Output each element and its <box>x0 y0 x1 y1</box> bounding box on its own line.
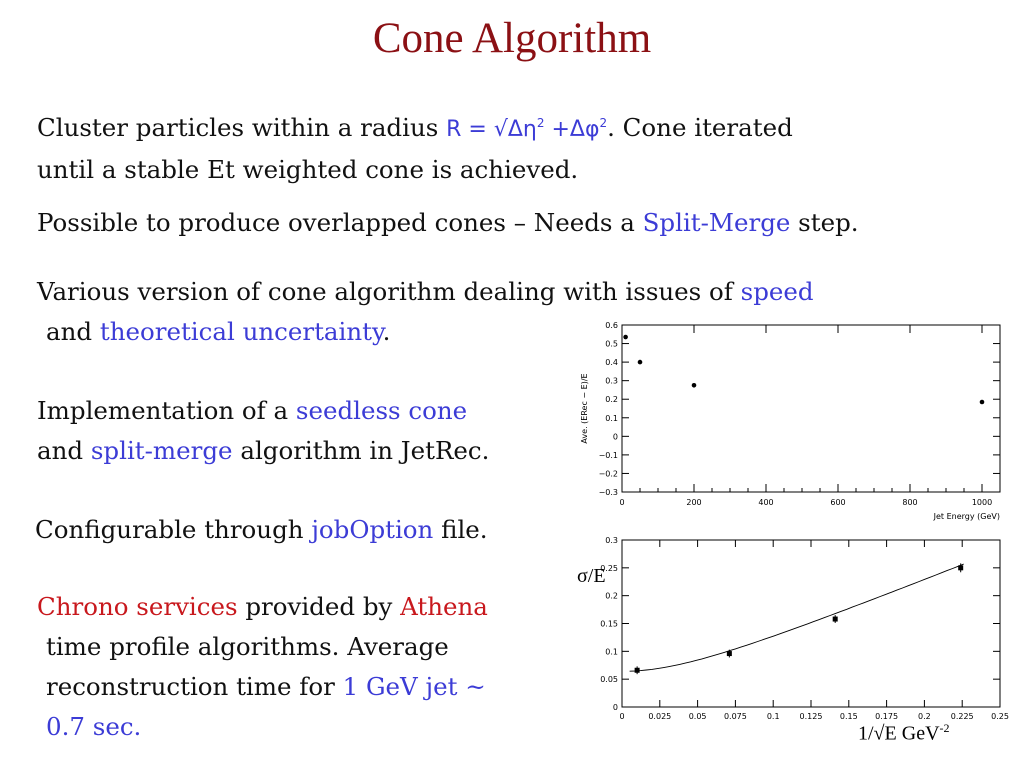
text-span: Implementation of a <box>37 396 296 425</box>
highlight-speed: speed <box>740 277 814 306</box>
y-tick-label: −0.1 <box>598 450 618 460</box>
chart-resolution-svg <box>574 530 1024 730</box>
text-span: provided by <box>237 592 401 621</box>
chart-resolution-xlabel <box>858 721 950 746</box>
data-point <box>635 668 640 673</box>
paragraph-chrono-line3 <box>37 667 488 707</box>
paragraph-overlap-line <box>37 203 859 243</box>
plot-frame <box>622 540 1000 707</box>
x-tick-label: 0 <box>619 712 625 721</box>
formula-rhs-a: √Δη <box>493 117 537 143</box>
x-tick-label: 0.125 <box>799 712 823 721</box>
text-span: Configurable through <box>35 515 312 544</box>
plot-frame <box>622 325 1000 492</box>
chart-energy-bias <box>574 316 1024 532</box>
chart-energy-bias-svg <box>574 316 1024 532</box>
y-tick-label: 0.4 <box>605 358 618 368</box>
x-tick-label: 200 <box>686 498 702 507</box>
paragraph-cluster <box>37 103 793 190</box>
data-point <box>692 383 697 388</box>
text-span: and <box>37 436 91 465</box>
x-tick-label: 600 <box>830 498 846 507</box>
highlight-1gev-jet: 1 GeV jet ~ <box>342 672 486 701</box>
y-tick-label: 0.2 <box>605 591 618 601</box>
chart-resolution-ylabel: σ/E <box>577 565 606 587</box>
fit-curve <box>630 564 964 671</box>
text-span: . Cone iterated <box>607 113 793 143</box>
y-tick-label: 0.1 <box>605 413 618 423</box>
paragraph-implementation-line2 <box>37 431 489 471</box>
text-span: Cluster particles within a radius <box>37 113 447 143</box>
text-span: step. <box>790 208 859 237</box>
paragraph-implementation <box>37 391 489 471</box>
formula-square-1: 2 <box>536 116 545 130</box>
paragraph-versions-line1 <box>37 272 814 312</box>
text-span: algorithm in JetRec. <box>232 436 490 465</box>
x-tick-label: 400 <box>758 498 774 507</box>
y-axis-label: Ave. (ERec − E)/E <box>580 373 589 444</box>
paragraph-chrono-line1 <box>37 587 488 627</box>
x-tick-label: 0.15 <box>839 712 858 721</box>
y-tick-label: −0.2 <box>598 469 618 479</box>
data-point <box>833 617 838 622</box>
x-axis-label: Jet Energy (GeV) <box>933 512 1000 521</box>
text-span: Possible to produce overlapped cones – Needs a <box>37 208 643 237</box>
data-point <box>958 565 963 570</box>
y-tick-label: 0.6 <box>605 321 618 330</box>
paragraph-chrono-line2: time profile algorithms. Average <box>46 632 449 661</box>
formula-square-2: 2 <box>599 116 608 130</box>
y-tick-label: 0.25 <box>600 563 618 573</box>
highlight-joboption: jobOption <box>311 515 434 544</box>
x-tick-label: 0.05 <box>688 712 707 721</box>
formula-lhs: R = <box>446 117 494 143</box>
x-tick-label: 0.025 <box>648 712 672 721</box>
y-tick-label: 0 <box>612 703 618 712</box>
paragraph-chrono-line4 <box>37 707 488 747</box>
text-span: file. <box>433 515 488 544</box>
data-point <box>980 400 985 405</box>
text-span: reconstruction time for <box>46 672 343 701</box>
data-point <box>638 360 643 365</box>
paragraph-configurable-line <box>35 510 488 550</box>
highlight-seedless-cone: seedless cone <box>295 396 468 425</box>
slide-title: Cone Algorithm <box>372 15 652 62</box>
y-tick-label: 0.15 <box>600 619 618 629</box>
y-tick-label: 0.3 <box>605 376 618 386</box>
paragraph-cluster-line1 <box>37 103 793 150</box>
chart-resolution <box>574 530 1024 730</box>
chart-resolution-xlabel-sup: -2 <box>939 721 950 735</box>
y-tick-label: 0 <box>612 432 618 442</box>
highlight-split-merge-2: split-merge <box>90 436 233 465</box>
paragraph-cluster-line2: until a stable Et weighted cone is achieved. <box>37 155 579 185</box>
chart-resolution-xlabel-text: 1/√E GeV <box>858 722 940 745</box>
x-tick-label: 0.2 <box>918 712 931 721</box>
y-tick-label: 0.2 <box>605 395 618 405</box>
text-span: . <box>382 317 391 346</box>
highlight-athena: Athena <box>400 592 488 621</box>
y-tick-label: 0.05 <box>600 675 618 685</box>
y-tick-label: −0.3 <box>598 488 618 497</box>
paragraph-configurable <box>35 510 488 550</box>
x-tick-label: 0.225 <box>950 712 974 721</box>
x-tick-label: 0.1 <box>766 712 780 721</box>
y-tick-label: 0.3 <box>605 536 618 545</box>
paragraph-implementation-line1 <box>37 391 489 431</box>
formula-rhs-b: +Δφ <box>544 117 600 143</box>
data-point <box>623 335 628 340</box>
y-tick-label: 0.5 <box>605 339 618 349</box>
y-tick-label: 0.1 <box>605 647 618 657</box>
text-span: and <box>46 317 100 346</box>
x-tick-label: 0.075 <box>723 712 747 721</box>
x-tick-label: 0 <box>619 498 625 507</box>
highlight-split-merge: Split-Merge <box>642 208 791 237</box>
text-span: Various version of cone algorithm dealing with issues of <box>37 277 741 306</box>
data-point <box>727 651 732 656</box>
x-tick-label: 800 <box>902 498 918 507</box>
paragraph-overlap <box>37 203 859 243</box>
highlight-0-7-sec: 0.7 sec. <box>46 712 142 741</box>
x-tick-label: 0.175 <box>875 712 899 721</box>
highlight-theoretical-uncertainty: theoretical uncertainty <box>99 317 383 346</box>
highlight-chrono-services: Chrono services <box>37 592 238 621</box>
paragraph-chrono <box>37 587 488 747</box>
x-tick-label: 1000 <box>971 498 993 507</box>
x-tick-label: 0.25 <box>991 712 1009 721</box>
